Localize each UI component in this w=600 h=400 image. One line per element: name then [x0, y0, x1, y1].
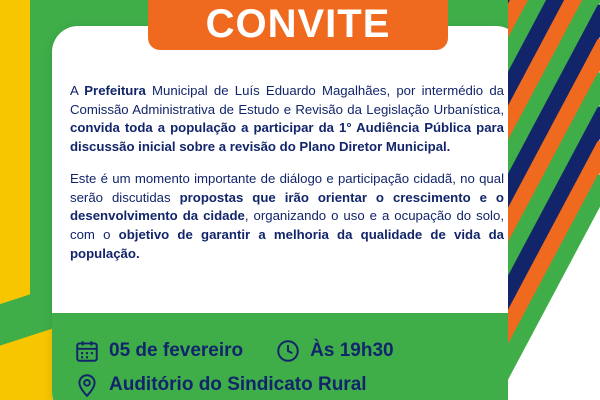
event-details-bar	[52, 313, 522, 400]
event-time	[275, 338, 393, 364]
title-ribbon	[148, 0, 448, 50]
event-date	[74, 338, 243, 364]
calendar-icon	[74, 338, 100, 364]
page-title: CONVITE	[205, 2, 391, 46]
event-date-time-row	[74, 338, 522, 364]
location-pin-icon	[74, 372, 100, 398]
body-text	[70, 82, 504, 277]
event-date-label: 05 de fevereiro	[109, 339, 244, 361]
paragraph-1: A Prefeitura Municipal de Luís Eduardo Magalhães, por intermédio da Comissão Administrativa de Estudo e Revisão da Legislação Urbanística, convida toda a população a participar da 1° Audiência Pública para discussão inicial sobre a revisão do Plano Diretor Municipal.	[70, 83, 505, 155]
event-place-label: Auditório do Sindicato Rural	[109, 373, 367, 395]
event-place	[74, 372, 367, 398]
content-card	[52, 26, 522, 400]
clock-icon	[275, 338, 301, 364]
event-place-row	[74, 372, 522, 398]
paragraph-2: Este é um momento importante de diálogo e participação cidadã, no qual serão discutidas propostas que irão orientar o crescimento e o desenvolvimento da cidade, organizando o uso e a ocupação do solo, com o objetivo de garantir a melhoria da qualidade de vida da população.	[70, 170, 504, 261]
event-time-label: Às 19h30	[310, 339, 394, 361]
decorative-stripes	[508, 0, 600, 400]
